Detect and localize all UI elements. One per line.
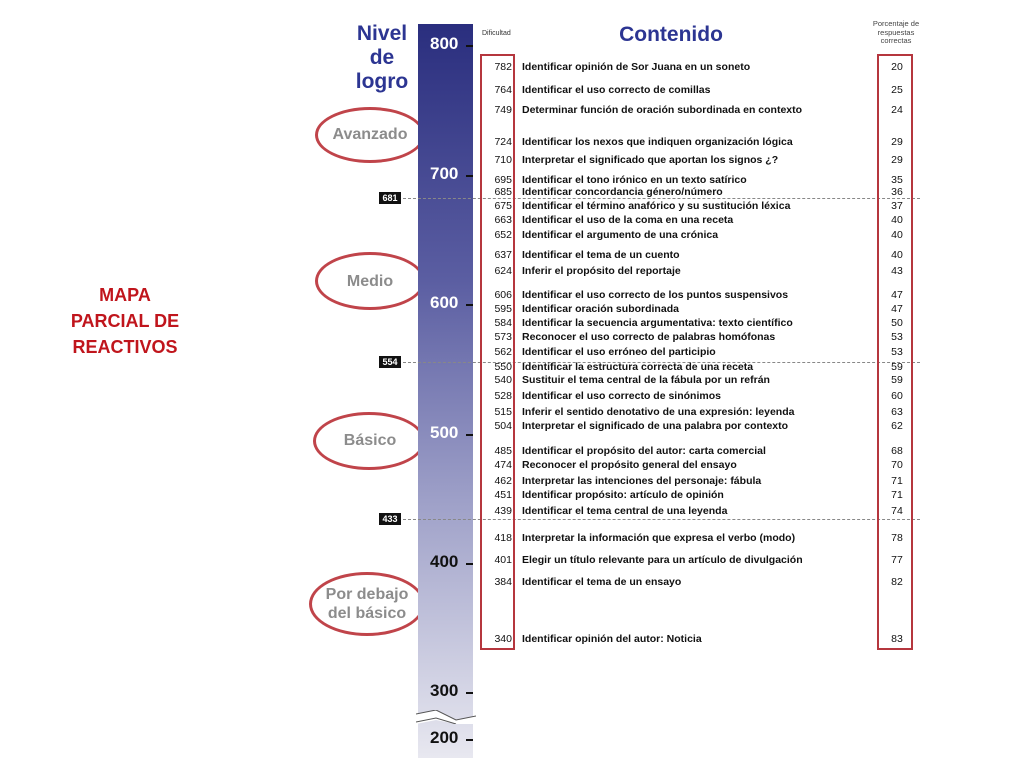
item-contenido: Identificar el tono irónico en un texto satírico: [522, 174, 747, 186]
item-contenido: Identificar el uso erróneo del participio: [522, 346, 716, 358]
item-contenido: Identificar opinión de Sor Juana en un soneto: [522, 61, 751, 73]
scale-tick-700: [466, 175, 473, 177]
item-dificultad: 550: [494, 361, 512, 373]
item-porcentaje: 53: [891, 331, 903, 343]
header-porcentaje: [858, 20, 934, 46]
item-contenido: Identificar el tema de un ensayo: [522, 576, 682, 588]
item-dificultad: 749: [494, 104, 512, 116]
item-porcentaje: 74: [891, 505, 903, 517]
item-porcentaje: 25: [891, 84, 903, 96]
scale-label-500: 500: [430, 423, 459, 442]
item-porcentaje: 70: [891, 459, 903, 471]
item-dificultad: 695: [494, 174, 512, 186]
item-contenido: Identificar propósito: artículo de opinión: [522, 489, 724, 501]
item-porcentaje: 47: [891, 303, 903, 315]
item-contenido: Identificar concordancia género/número: [522, 186, 723, 198]
map-title-line-3: REACTIVOS: [72, 337, 178, 357]
item-dificultad: 685: [494, 186, 512, 198]
item-dificultad: 340: [494, 633, 512, 645]
item-porcentaje: 40: [891, 249, 903, 261]
item-dificultad: 637: [494, 249, 512, 261]
item-porcentaje: 50: [891, 317, 903, 329]
item-porcentaje: 47: [891, 289, 903, 301]
item-porcentaje: 35: [891, 174, 903, 186]
item-porcentaje: 68: [891, 445, 903, 457]
item-dificultad: 418: [494, 532, 512, 544]
scale-tick-800: [466, 45, 473, 47]
header-porcentaje-line-1: Porcentaje de: [872, 19, 920, 28]
map-title-line-2: PARCIAL DE: [70, 311, 180, 331]
level-basico-label: Básico: [343, 432, 397, 449]
map-title-line-1: MAPA: [99, 285, 151, 305]
item-porcentaje: 77: [891, 554, 903, 566]
item-contenido: Identificar oración subordinada: [522, 303, 679, 315]
cutoff-554-badge: 554: [379, 356, 401, 368]
item-dificultad: 485: [494, 445, 512, 457]
level-avanzado-label: Avanzado: [332, 126, 408, 143]
item-contenido: Identificar el tema de un cuento: [522, 249, 680, 261]
item-dificultad: 573: [494, 331, 512, 343]
item-porcentaje: 71: [891, 489, 903, 501]
item-porcentaje: 43: [891, 265, 903, 277]
item-contenido: Interpretar el significado que aportan los signos ¿?: [522, 154, 779, 166]
item-dificultad: 562: [494, 346, 512, 358]
item-contenido: Interpretar las intenciones del personaje: fábula: [522, 475, 762, 487]
item-porcentaje: 20: [891, 61, 903, 73]
item-dificultad: 606: [494, 289, 512, 301]
cutoff-433-badge: 433: [379, 513, 401, 525]
item-contenido: Identificar el argumento de una crónica: [522, 229, 719, 241]
scale-tick-500: [466, 434, 473, 436]
item-dificultad: 652: [494, 229, 512, 241]
item-contenido: Determinar función de oración subordinada en contexto: [522, 104, 803, 116]
item-dificultad: 710: [494, 154, 512, 166]
scale-label-700: 700: [430, 164, 459, 183]
item-porcentaje: 29: [891, 136, 903, 148]
item-porcentaje: 60: [891, 390, 903, 402]
item-dificultad: 624: [494, 265, 512, 277]
item-dificultad: 528: [494, 390, 512, 402]
item-dificultad: 504: [494, 420, 512, 432]
item-contenido: Inferir el propósito del reportaje: [522, 265, 681, 277]
scale-tick-200: [466, 739, 473, 741]
item-contenido: Identificar el tema central de una leyenda: [522, 505, 728, 517]
scale-label-400: 400: [430, 552, 459, 571]
level-medio-label: Medio: [346, 273, 394, 290]
item-contenido: Sustituir el tema central de la fábula por un refrán: [522, 374, 770, 386]
header-porcentaje-line-2: respuestas: [877, 27, 915, 37]
item-dificultad: 451: [494, 489, 512, 501]
item-contenido: Reconocer el uso correcto de palabras homófonas: [522, 331, 776, 343]
cutoff-681-badge: 681: [379, 192, 401, 204]
item-contenido: Identificar la secuencia argumentativa: texto científico: [522, 317, 793, 329]
nivel-title-line-2: de: [369, 46, 395, 69]
item-porcentaje: 63: [891, 406, 903, 418]
item-contenido: Identificar el uso de la coma en una receta: [522, 214, 734, 226]
item-porcentaje: 37: [891, 200, 903, 212]
item-dificultad: 401: [494, 554, 512, 566]
item-porcentaje: 40: [891, 229, 903, 241]
item-dificultad: 663: [494, 214, 512, 226]
item-dificultad: 439: [494, 505, 512, 517]
map-title: [40, 282, 210, 360]
item-contenido: Inferir el sentido denotativo de una expresión: leyenda: [522, 406, 795, 418]
item-dificultad: 724: [494, 136, 512, 148]
scale-label-200: 200: [430, 728, 459, 747]
item-porcentaje: 71: [891, 475, 903, 487]
header-dificultad: Dificultad: [482, 30, 511, 37]
item-contenido: Identificar el término anafórico y su sustitución léxica: [522, 200, 791, 212]
item-contenido: Reconocer el propósito general del ensayo: [522, 459, 737, 471]
item-porcentaje: 36: [891, 186, 903, 198]
scale-tick-600: [466, 304, 473, 306]
item-porcentaje: 24: [891, 104, 903, 116]
scale-label-600: 600: [430, 293, 459, 312]
item-contenido: Identificar el uso correcto de comillas: [522, 84, 711, 96]
header-porcentaje-line-3: correctas: [880, 36, 912, 45]
item-porcentaje: 29: [891, 154, 903, 166]
nivel-title-line-1: Nivel: [356, 22, 408, 45]
item-contenido: Identificar la estructura correcta de una receta: [522, 361, 754, 373]
scale-label-300: 300: [430, 681, 459, 700]
nivel-title-line-3: logro: [355, 70, 409, 93]
item-contenido: Identificar el propósito del autor: carta comercial: [522, 445, 766, 457]
item-porcentaje: 78: [891, 532, 903, 544]
item-porcentaje: 62: [891, 420, 903, 432]
item-porcentaje: 53: [891, 346, 903, 358]
item-dificultad: 782: [494, 61, 512, 73]
level-por-debajo-line-1: Por debajo: [325, 586, 409, 603]
item-dificultad: 474: [494, 459, 512, 471]
item-contenido: Identificar el uso correcto de sinónimos: [522, 390, 721, 402]
item-dificultad: 515: [494, 406, 512, 418]
item-dificultad: 584: [494, 317, 512, 329]
scale-break-icon: [416, 710, 476, 724]
scale-label-800: 800: [430, 34, 459, 53]
scale-tick-300: [466, 692, 473, 694]
scale-tick-400: [466, 563, 473, 565]
item-porcentaje: 59: [891, 374, 903, 386]
item-dificultad: 384: [494, 576, 512, 588]
item-contenido: Elegir un título relevante para un artículo de divulgación: [522, 554, 803, 566]
item-dificultad: 540: [494, 374, 512, 386]
item-dificultad: 675: [494, 200, 512, 212]
level-por-debajo-line-2: del básico: [327, 605, 407, 622]
scale-bar: [418, 24, 473, 758]
item-dificultad: 764: [494, 84, 512, 96]
item-porcentaje: 40: [891, 214, 903, 226]
item-dificultad: 462: [494, 475, 512, 487]
level-por-debajo-label: [312, 585, 422, 623]
item-contenido: Interpretar la información que expresa el verbo (modo): [522, 532, 796, 544]
item-porcentaje: 82: [891, 576, 903, 588]
header-contenido: Contenido: [619, 23, 723, 46]
item-contenido: Interpretar el significado de una palabra por contexto: [522, 420, 789, 432]
item-contenido: Identificar el uso correcto de los puntos suspensivos: [522, 289, 789, 301]
item-contenido: Identificar opinión del autor: Noticia: [522, 633, 702, 645]
item-porcentaje: 83: [891, 633, 903, 645]
item-dificultad: 595: [494, 303, 512, 315]
item-porcentaje: 59: [891, 361, 903, 373]
item-contenido: Identificar los nexos que indiquen organización lógica: [522, 136, 793, 148]
